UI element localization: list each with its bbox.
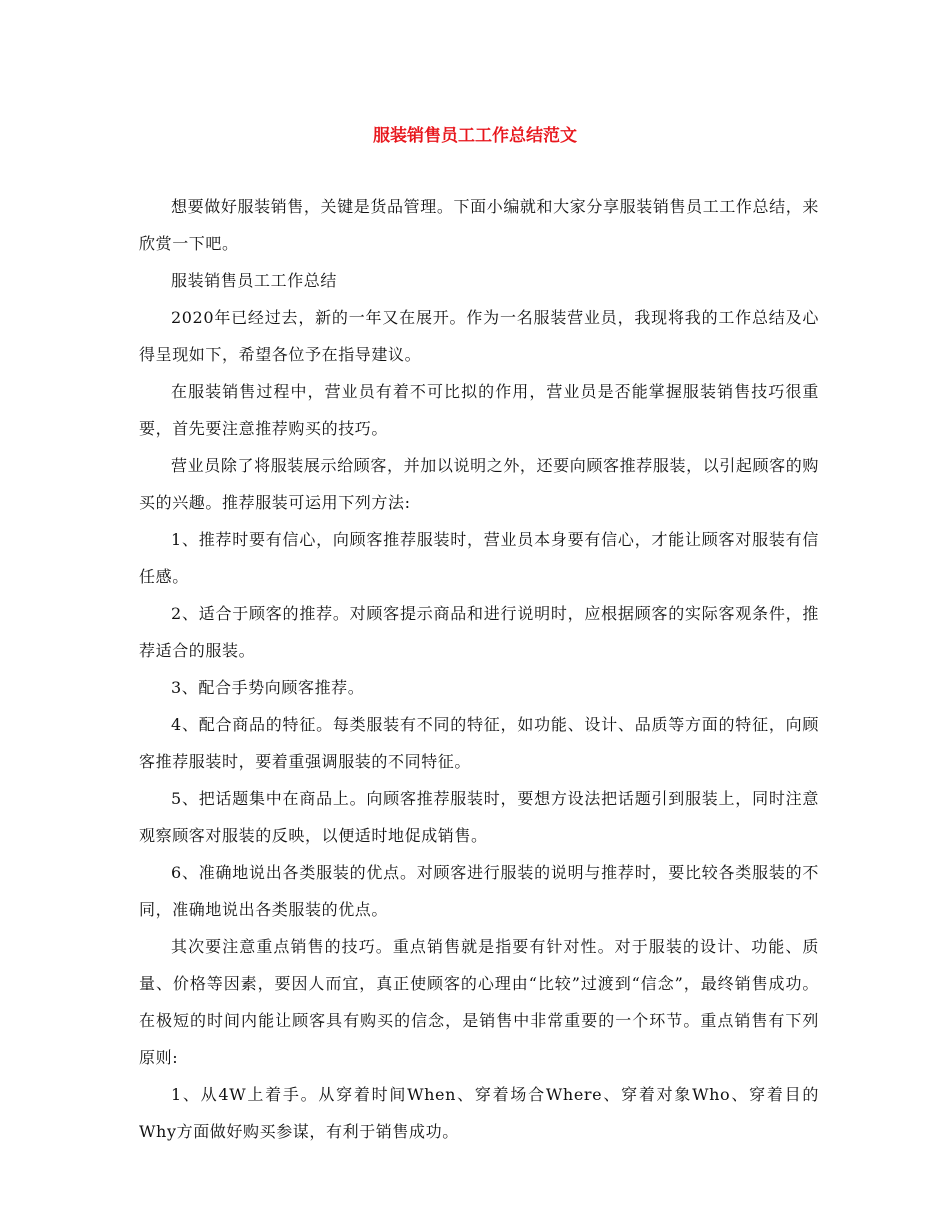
paragraph-intro: 想要做好服装销售，关键是货品管理。下面小编就和大家分享服装销售员工工作总结，来欣赏一下吧。 (139, 197, 819, 253)
paragraph-2020-summary: 2020年已经过去，新的一年又在展开。作为一名服装营业员，我现将我的工作总结及心得呈现如下，希望各位予在指导建议。 (139, 308, 819, 364)
document-body (139, 188, 819, 1150)
paragraph-method-5: 5、把话题集中在商品上。向顾客推荐服装时，要想方设法把话题引到服装上，同时注意观察顾客对服装的反映，以便适时地促成销售。 (139, 789, 819, 845)
paragraph-principle-1: 1、从4W上着手。从穿着时间When、穿着场合Where、穿着对象Who、穿着目的Why方面做好购买参谋，有利于销售成功。 (139, 1085, 819, 1141)
paragraph-key-selling: 其次要注意重点销售的技巧。重点销售就是指要有针对性。对于服装的设计、功能、质量、价格等因素，要因人而宜，真正使顾客的心理由“比较”过渡到“信念”，最终销售成功。在极短的时间内能让顾客具有购买的信念，是销售中非常重要的一个环节。重点销售有下列原则: (139, 937, 819, 1067)
paragraph-method-1: 1、推荐时要有信心，向顾客推荐服装时，营业员本身要有信心，才能让顾客对服装有信任感。 (139, 530, 819, 586)
paragraph-subheading: 服装销售员工工作总结 (171, 271, 338, 290)
paragraph-method-3: 3、配合手势向顾客推荐。 (171, 678, 365, 697)
paragraph-method-6: 6、准确地说出各类服装的优点。对顾客进行服装的说明与推荐时，要比较各类服装的不同，准确地说出各类服装的优点。 (139, 863, 819, 919)
paragraph-method-4: 4、配合商品的特征。每类服装有不同的特征，如功能、设计、品质等方面的特征，向顾客推荐服装时，要着重强调服装的不同特征。 (139, 715, 819, 771)
paragraph-method-2: 2、适合于顾客的推荐。对顾客提示商品和进行说明时，应根据顾客的实际客观条件，推荐适合的服装。 (139, 604, 819, 660)
paragraph-recommend-methods: 营业员除了将服装展示给顾客，并加以说明之外，还要向顾客推荐服装，以引起顾客的购买的兴趣。推荐服装可运用下列方法: (139, 456, 819, 512)
document-title: 服装销售员工工作总结范文 (373, 126, 577, 146)
paragraph-role-of-sales: 在服装销售过程中，营业员有着不可比拟的作用，营业员是否能掌握服装销售技巧很重要，首先要注意推荐购买的技巧。 (139, 382, 819, 438)
